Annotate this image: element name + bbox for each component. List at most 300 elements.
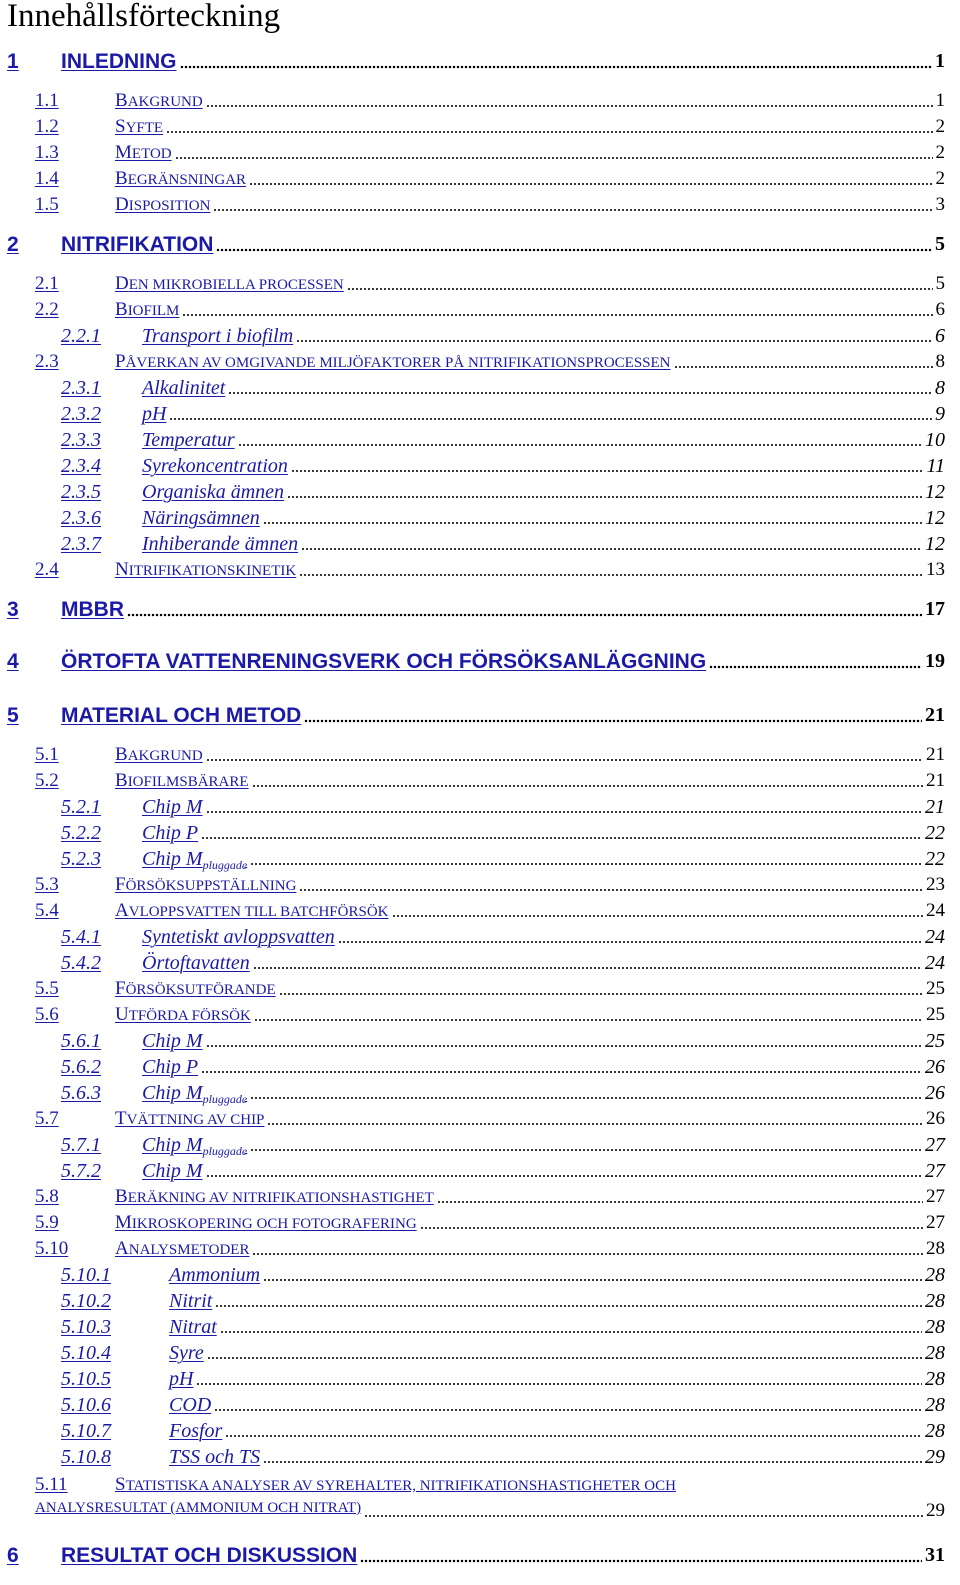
toc-entry-page[interactable]: 26 [926,1108,945,1129]
toc-entry-number[interactable]: 5.7.2 [61,1160,101,1182]
toc-entry-page[interactable]: 12 [925,507,945,529]
toc-entry-title[interactable] [115,559,296,581]
toc-entry[interactable] [0,650,960,676]
title-rest: IKROSKOPERING OCH FOTOGRAFERING [131,1216,417,1232]
toc-entry-page[interactable]: 2 [935,142,945,163]
toc-entry-page[interactable]: 25 [925,1030,945,1052]
dot-leader [201,836,922,840]
toc-entry-title[interactable] [169,1316,217,1339]
toc-entry-number[interactable]: 5.1 [35,744,59,765]
title-rest: ISPOSITION [128,198,211,214]
title-initial: M [115,1212,132,1233]
toc-entry[interactable] [0,1004,960,1030]
toc-entry-page[interactable]: 12 [925,481,945,503]
toc-entry[interactable] [0,1108,960,1134]
toc-entry-title[interactable] [142,533,298,556]
toc-entry-title[interactable] [61,650,706,674]
title-initial: U [115,1004,129,1025]
title-rest: AKGRUND [127,94,203,110]
title-text: ÖRTOFTA VATTENRENINGSVERK OCH FÖRSÖKSANLÄGGNING [61,650,707,673]
toc-entry-number[interactable]: 5.10.2 [61,1290,111,1312]
toc-entry-page[interactable]: 28 [925,1316,945,1338]
toc-entry-number[interactable]: 2 [7,233,19,256]
toc-entry-title[interactable] [115,1186,434,1208]
toc-entry-page[interactable]: 23 [926,874,945,895]
dot-leader [250,1148,922,1152]
toc-entry-number[interactable]: 5.2.3 [61,848,101,870]
toc-entry-title[interactable] [142,429,235,452]
toc-entry[interactable] [0,507,960,533]
toc-entry-title[interactable] [142,1030,203,1053]
toc-entry-page[interactable]: 5 [935,233,945,255]
toc-entry-page[interactable]: 24 [925,926,945,948]
toc-entry-title[interactable] [142,1160,203,1183]
toc-entry-page[interactable]: 31 [925,1544,945,1566]
title-initial: F [115,978,126,999]
toc-entry-number[interactable]: 5.10.6 [61,1394,111,1416]
dot-leader [709,664,922,669]
title-text: Organiska ämnen [142,481,285,503]
toc-entry-title[interactable] [115,1238,249,1260]
dot-leader [214,1408,922,1412]
toc-entry-page[interactable]: 21 [925,796,945,818]
dot-leader [299,888,923,892]
toc-entry-number[interactable]: 1.5 [35,194,59,215]
toc-entry[interactable] [0,1316,960,1342]
toc-entry-title[interactable] [115,168,246,190]
toc-entry[interactable] [0,1446,960,1472]
toc-entry-title[interactable] [142,1134,247,1159]
toc-entry-title[interactable] [115,299,179,321]
title-rest: ÖRSÖKSUTFÖRANDE [125,982,276,998]
toc-entry-title[interactable] [115,874,296,896]
toc-entry-number[interactable]: 5.10.7 [61,1420,111,1442]
toc-entry[interactable] [0,822,960,848]
toc-entry-page[interactable]: 11 [926,455,945,477]
toc-entry[interactable] [0,533,960,559]
toc-entry[interactable] [0,770,960,796]
toc-entry-number[interactable]: 2.3.5 [61,481,101,503]
toc-entry-page[interactable]: 28 [925,1368,945,1390]
toc-entry[interactable] [0,1160,960,1186]
toc-entry-title[interactable] [115,273,344,295]
toc-entry-title[interactable] [169,1420,222,1443]
toc-entry-number[interactable]: 5.2 [35,770,59,791]
toc-entry-page[interactable]: 21 [926,744,945,765]
title-initial: D [115,273,129,294]
toc-entry-page[interactable]: 6 [935,299,945,320]
toc-entry-page[interactable]: 1 [935,90,945,111]
toc-entry-page[interactable]: 19 [925,650,945,672]
dot-leader [250,862,922,866]
toc-entry-title[interactable] [61,598,124,622]
toc-entry[interactable] [0,598,960,624]
toc-entry-page[interactable]: 24 [925,952,945,974]
dot-leader [238,443,922,447]
toc-entry[interactable] [0,704,960,730]
toc-entry-title[interactable] [115,116,163,138]
toc-entry-number[interactable]: 5.6 [35,1004,59,1025]
dot-leader [206,104,933,108]
toc-entry-page[interactable]: 1 [935,50,945,72]
title-text: NITRIFIKATION [61,233,214,256]
dot-leader [252,1252,923,1256]
toc-entry-number[interactable]: 2.3.7 [61,533,101,555]
toc-entry-page[interactable]: 2 [935,116,945,137]
title-text: Chip M [142,1160,203,1182]
toc-entry-number[interactable]: 5.5 [35,978,59,999]
toc-entry[interactable] [0,1134,960,1160]
title-initial: B [115,1186,128,1207]
toc-entry-number[interactable]: 5.11 [35,1474,68,1495]
toc-entry-number[interactable]: 1.1 [35,90,59,111]
toc-entry-number[interactable]: 2.2 [35,299,59,320]
toc-entry-page[interactable]: 12 [925,533,945,555]
toc-entry[interactable] [0,744,960,770]
toc-entry-page[interactable]: 6 [935,325,945,347]
toc-entry[interactable] [0,481,960,507]
toc-entry-title[interactable] [61,50,177,74]
toc-entry-title[interactable] [169,1446,260,1469]
title-rest: ETOD [131,146,172,162]
toc-entry-number[interactable]: 5.3 [35,874,59,895]
toc-entry[interactable] [0,429,960,455]
toc-entry-number[interactable]: 5.2.1 [61,796,101,818]
toc-entry-title[interactable] [115,142,172,164]
toc-entry-number[interactable]: 2.3.2 [61,403,101,425]
toc-entry-title[interactable] [169,1394,211,1417]
dot-leader [263,521,922,525]
toc-entry-title[interactable] [115,978,276,1000]
dot-leader [201,1070,922,1074]
title-text: Näringsämnen [142,507,260,529]
toc-entry-page[interactable]: 26 [925,1056,945,1078]
dot-leader [249,182,932,186]
toc-entry-page[interactable]: 10 [925,429,945,451]
title-rest: IOFILM [127,303,180,319]
toc-entry-number[interactable]: 5.10.1 [61,1264,111,1286]
title-initial: S [115,116,126,137]
toc-entry-title[interactable] [115,1004,251,1026]
title-rest: EGRÄNSNINGAR [127,172,247,188]
toc-entry-title[interactable] [115,744,203,766]
toc-entry[interactable] [0,90,960,116]
toc-entry-number[interactable]: 5.4 [35,900,59,921]
toc-entry-number[interactable]: 2.3.4 [61,455,101,477]
toc-entry-number[interactable]: 5.2.2 [61,822,101,844]
toc-entry-page[interactable]: 25 [926,978,945,999]
toc-entry-title[interactable] [115,900,389,922]
title-text: Chip P [142,822,199,844]
toc-entry-number[interactable]: 5.9 [35,1212,59,1233]
toc-entry[interactable] [0,50,960,76]
toc-entry-number[interactable]: 2.3 [35,351,59,372]
toc-entry-title[interactable] [169,1368,193,1391]
toc-entry[interactable] [0,1030,960,1056]
dot-leader [304,718,922,723]
toc-entry[interactable] [0,168,960,194]
toc-entry-page[interactable]: 28 [925,1394,945,1416]
title-initial: T [115,1108,127,1129]
title-text: Chip P [142,1056,199,1078]
dot-leader [254,1018,923,1022]
toc-entry-number[interactable]: 2.3.6 [61,507,101,529]
toc-entry-title[interactable] [115,90,203,112]
title-text: Chip M [142,1082,203,1104]
dot-leader [250,1096,922,1100]
toc-entry-page[interactable]: 28 [925,1290,945,1312]
toc-entry-title[interactable] [61,704,301,728]
toc-entry-title[interactable] [142,1056,198,1079]
toc-entry-title[interactable] [115,194,210,216]
dot-leader [263,1278,922,1282]
title-initial: M [115,142,132,163]
toc-entry-title[interactable] [142,822,198,845]
toc-entry-title[interactable] [169,1342,204,1365]
toc-entry-title[interactable] [142,377,225,400]
toc-entry-page[interactable]: 25 [926,1004,945,1025]
toc-entry-title[interactable] [142,952,250,975]
toc-entry[interactable] [0,1056,960,1082]
toc-entry-title[interactable] [142,325,293,348]
toc-entry[interactable] [0,377,960,403]
toc-entry-page[interactable]: 24 [926,900,945,921]
title-subscript: pluggade [202,858,248,872]
toc-entry-page[interactable]: 3 [935,194,945,215]
dot-leader [206,810,922,814]
toc-entry[interactable] [0,1544,960,1570]
toc-entry-title[interactable] [142,1082,247,1107]
dot-leader [253,966,922,970]
toc-entry-number[interactable]: 5.4.2 [61,952,101,974]
toc-entry-page[interactable]: 28 [925,1420,945,1442]
toc-entry-page[interactable]: 8 [935,351,945,372]
title-initial: B [115,299,128,320]
title-rest: ERÄKNING AV NITRIFIKATIONSHASTIGHET [127,1190,434,1206]
toc-entry-page[interactable]: 27 [926,1212,945,1233]
toc-entry-number[interactable]: 2.4 [35,559,59,580]
toc-entry-number[interactable]: 5.8 [35,1186,59,1207]
title-rest: ITRIFIKATIONSKINETIK [128,563,297,579]
title-text: pH [169,1368,194,1390]
toc-entry-title[interactable] [115,1108,264,1130]
toc-entry-title[interactable] [142,455,288,478]
toc-entry-page[interactable]: 2 [935,168,945,189]
toc-entry-number[interactable]: 5.10.8 [61,1446,111,1468]
title-text: Chip M [142,1134,203,1156]
toc-entry[interactable] [0,848,960,874]
title-text: Syre [169,1342,204,1364]
toc-entry[interactable] [0,926,960,952]
toc-entry[interactable] [0,559,960,585]
dot-leader [180,64,933,69]
toc-entry[interactable] [0,142,960,168]
title-text: COD [169,1394,212,1416]
toc-entry-title[interactable] [142,796,203,819]
toc-entry-page[interactable]: 21 [926,770,945,791]
dot-leader [437,1200,923,1204]
toc-entry-title[interactable] [169,1264,260,1287]
toc-entry-page[interactable]: 27 [925,1134,945,1156]
toc-entry-title[interactable] [115,1212,417,1234]
dot-leader [420,1226,923,1230]
toc-entry-title[interactable] [142,403,166,426]
toc-entry[interactable] [0,194,960,220]
toc-entry[interactable] [0,1368,960,1394]
toc-entry-number[interactable]: 1.3 [35,142,59,163]
title-initial: P [115,351,126,372]
title-text: MBBR [61,598,124,621]
title-initial: S [115,1474,126,1495]
title-initial: N [115,559,129,580]
toc-entry-title[interactable] [142,926,335,949]
toc-entry[interactable] [0,351,960,377]
toc-entry[interactable] [0,1394,960,1420]
title-text: Chip M [142,848,203,870]
toc-entry-title[interactable] [115,770,249,792]
toc-entry[interactable] [0,233,960,259]
toc-entry-number[interactable]: 5.10.3 [61,1316,111,1338]
title-initial: B [115,90,128,111]
toc-entry-number[interactable]: 5.7 [35,1108,59,1129]
toc-entry-title[interactable] [142,848,247,873]
toc-entry[interactable] [0,1264,960,1290]
toc-entry-page[interactable]: 27 [925,1160,945,1182]
toc-entry-number[interactable]: 1 [7,50,19,73]
toc-entry[interactable] [0,1186,960,1212]
title-text: Chip M [142,796,203,818]
toc-entry-number[interactable]: 5.7.1 [61,1134,101,1156]
toc-entry-number[interactable]: 5 [7,704,19,727]
dot-leader [392,914,924,918]
title-rest: NALYSMETODER [128,1242,250,1258]
dot-leader [267,1122,923,1126]
toc-entry-page[interactable]: 17 [925,598,945,620]
title-subscript: pluggade [202,1144,248,1158]
dot-leader [228,391,932,395]
toc-entry[interactable] [0,1474,960,1526]
page-title: Innehållsförteckning [7,0,281,34]
dot-leader [215,1304,922,1308]
dot-leader [166,130,932,134]
title-text: TSS och TS [169,1446,261,1468]
toc-entry-page[interactable]: 13 [926,559,945,580]
toc-entry-number[interactable]: 5.10.5 [61,1368,111,1390]
toc-entry-number[interactable]: 3 [7,598,19,621]
toc-entry[interactable] [0,952,960,978]
title-initial: B [115,744,128,765]
toc-entry-page[interactable]: 28 [925,1264,945,1286]
toc-entry-page[interactable]: 9 [935,403,945,425]
toc-entry[interactable] [0,116,960,142]
toc-entry-number[interactable]: 2.3.3 [61,429,101,451]
title-rest: TFÖRDA FÖRSÖK [128,1008,251,1024]
toc-entry-number[interactable]: 5.6.1 [61,1030,101,1052]
toc-entry[interactable] [0,1342,960,1368]
toc-entry-title[interactable] [115,351,671,373]
toc-entry-page[interactable]: 8 [935,377,945,399]
toc-entry-page[interactable]: 21 [925,704,945,726]
toc-entry-title[interactable] [169,1290,212,1313]
toc-entry[interactable] [0,978,960,1004]
toc-entry[interactable] [0,325,960,351]
toc-entry[interactable] [0,900,960,926]
dot-leader [169,417,932,421]
toc-entry[interactable] [0,299,960,325]
title-text: Alkalinitet [142,377,226,399]
toc-entry-number[interactable]: 5.6.3 [61,1082,101,1104]
dot-leader [206,758,923,762]
title-text: Transport i biofilm [142,325,294,347]
dot-leader [296,339,932,343]
toc-entry-number[interactable]: 5.10.4 [61,1342,111,1364]
toc-entry-page[interactable]: 28 [926,1238,945,1259]
title-text: Nitrat [169,1316,217,1338]
toc-entry[interactable] [0,403,960,429]
toc-entry[interactable] [0,1420,960,1446]
title-rest: YFTE [125,120,164,136]
toc-entry-title[interactable] [61,1544,357,1568]
toc-entry[interactable] [0,1238,960,1264]
toc-entry[interactable] [0,796,960,822]
dot-leader [213,208,932,212]
dot-leader [206,1174,922,1178]
title-initial: A [115,900,129,921]
toc-entry[interactable] [0,874,960,900]
toc-entry-page[interactable]: 5 [935,273,945,294]
dot-leader [207,1356,922,1360]
dot-leader [263,1460,922,1464]
title-rest: ÅVERKAN AV OMGIVANDE MILJÖFAKTORER PÅ NITRIFIKATIONSPROCESSEN [125,355,671,371]
toc-entry-page[interactable]: 22 [925,822,945,844]
toc-entry-title[interactable] [142,481,284,504]
toc-entry[interactable] [0,455,960,481]
title-rest: VÄTTNING AV CHIP [126,1112,265,1128]
toc-entry-title[interactable] [115,1474,676,1496]
toc-entry-page[interactable]: 27 [926,1186,945,1207]
toc-entry[interactable] [0,1290,960,1316]
toc-entry-page[interactable]: 28 [925,1342,945,1364]
title-text: Temperatur [142,429,235,451]
toc-entry[interactable] [0,1082,960,1108]
toc-entry[interactable] [0,273,960,299]
title-initial: B [115,770,128,791]
toc-entry-title[interactable] [61,233,213,257]
toc-entry-number[interactable]: 4 [7,650,19,673]
toc-entry-number[interactable]: 1.4 [35,168,59,189]
toc-entry-number[interactable]: 5.10 [35,1238,69,1259]
toc-entry-title-continued[interactable]: ANALYSRESULTAT (AMMONIUM OCH NITRAT) [35,1500,362,1516]
toc-entry-page[interactable]: 22 [925,848,945,870]
toc-entry-number[interactable]: 1.2 [35,116,59,137]
toc-entry-page[interactable]: 29 [926,1500,945,1521]
toc-entry-number[interactable]: 5.6.2 [61,1056,101,1078]
toc-entry-number[interactable]: 2.1 [35,273,59,294]
toc-entry-page[interactable]: 29 [925,1446,945,1468]
dot-leader [220,1330,922,1334]
toc-entry-title[interactable] [142,507,260,530]
toc-entry[interactable] [0,1212,960,1238]
title-subscript: pluggade [202,1092,248,1106]
toc-entry-page[interactable]: 26 [925,1082,945,1104]
title-rest: VLOPPSVATTEN TILL BATCHFÖRSÖK [128,904,389,920]
toc-entry-number[interactable]: 5.4.1 [61,926,101,948]
title-text: Nitrit [169,1290,213,1312]
title-text: Fosfor [169,1420,223,1442]
toc-entry-number[interactable]: 6 [7,1544,19,1567]
toc-entry-number[interactable]: 2.3.1 [61,377,101,399]
toc-entry-number[interactable]: 2.2.1 [61,325,101,347]
